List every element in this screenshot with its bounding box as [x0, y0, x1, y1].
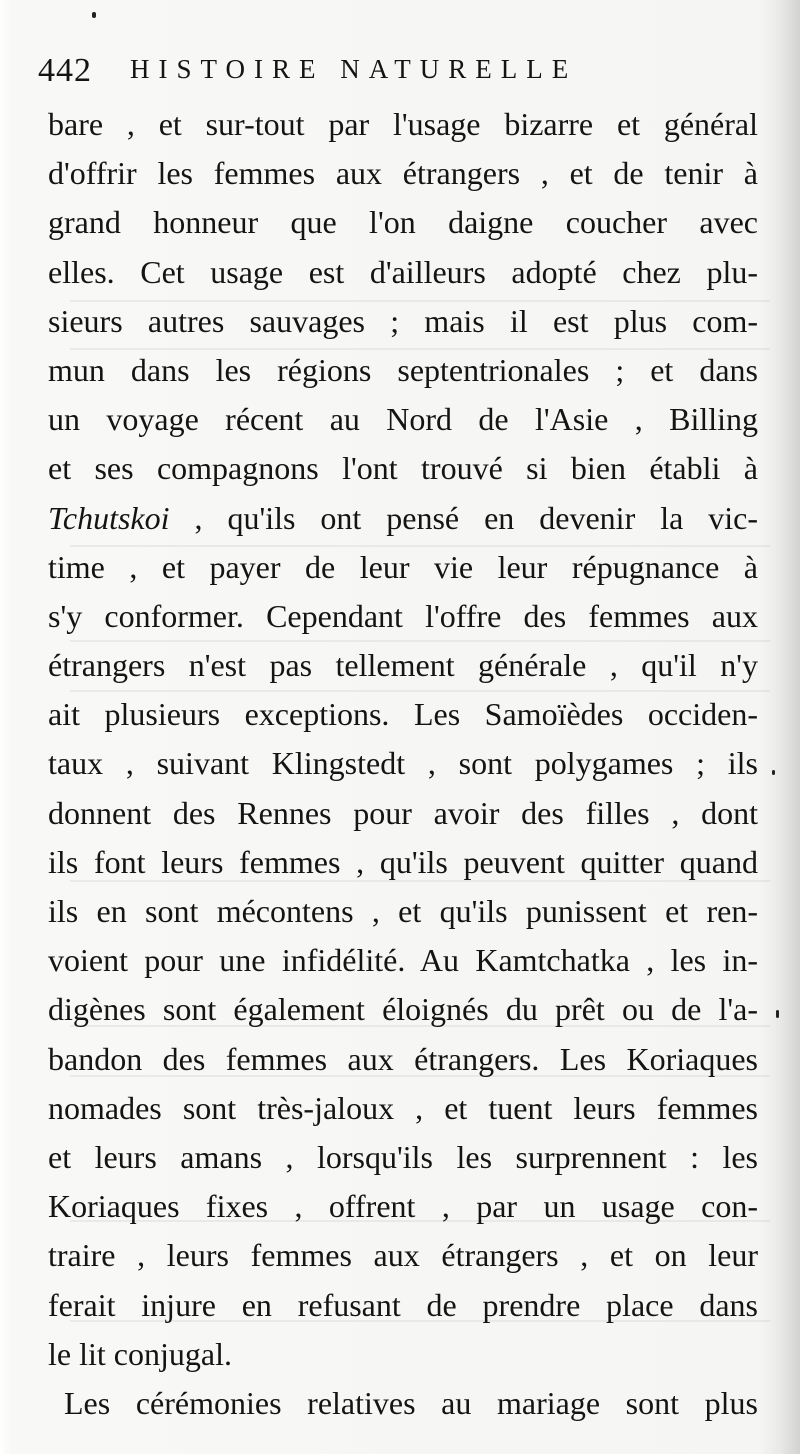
body-text [48, 100, 758, 1428]
text-line: ils font leurs femmes , qu'ils peuvent quitter quand [48, 843, 758, 880]
ink-speck [776, 1010, 779, 1018]
text-line: digènes sont également éloignés du prêt ou de l'a- [48, 991, 758, 1028]
text-line: Koriaques fixes , offrent , par un usage con- [48, 1188, 758, 1225]
text-line: elles. Cet usage est d'ailleurs adopté chez plu- [48, 253, 758, 290]
text-line: taux , suivant Klingstedt , sont polygames ; ils [48, 745, 758, 782]
page-number: 442 [38, 52, 92, 89]
text-line-with-italic: Tchutskoi , qu'ils ont pensé en devenir la vic- [48, 499, 758, 536]
text-line: time , et payer de leur vie leur répugnance à [48, 548, 758, 585]
text-line: mun dans les régions septentrionales ; et dans [48, 351, 758, 388]
running-head [38, 48, 758, 98]
running-title: HISTOIRE NATURELLE [130, 54, 578, 84]
text-line: ait plusieurs exceptions. Les Samoïèdes occiden- [48, 696, 758, 733]
text-line: d'offrir les femmes aux étrangers , et de tenir à [48, 155, 758, 192]
text-line: ferait injure en refusant de prendre place dans [48, 1286, 758, 1323]
text-line: bare , et sur-tout par l'usage bizarre et général [48, 106, 758, 142]
italic-place-name: Tchutskoi [48, 499, 170, 536]
text-line: un voyage récent au Nord de l'Asie , Billing [48, 401, 758, 438]
text-line: s'y conformer. Cependant l'offre des femmes aux [48, 597, 758, 634]
text-line: traire , leurs femmes aux étrangers , et on leur [48, 1237, 758, 1274]
paragraph-start-line: Les cérémonies relatives au mariage sont plus [64, 1384, 758, 1421]
text-line: ils en sont mécontens , et qu'ils punissent et ren- [48, 893, 758, 929]
ink-speck [92, 12, 96, 18]
text-line: sieurs autres sauvages ; mais il est plus com- [48, 302, 758, 339]
ink-speck [772, 770, 775, 775]
text-line: voient pour une infidélité. Au Kamtchatka , les in- [48, 942, 758, 979]
text-line: donnent des Rennes pour avoir des filles , dont [48, 794, 758, 831]
text-line: et leurs amans , lorsqu'ils les surprennent : les [48, 1138, 758, 1175]
text-line: et ses compagnons l'ont trouvé si bien établi à [48, 450, 758, 487]
text-line: étrangers n'est pas tellement générale , qu'il n'y [48, 647, 758, 684]
text-line: bandon des femmes aux étrangers. Les Koriaques [48, 1040, 758, 1077]
text-line: nomades sont très-jaloux , et tuent leurs femmes [48, 1089, 758, 1126]
text-line: grand honneur que l'on daigne coucher avec [48, 204, 758, 241]
paragraph-end-line: le lit conjugal. [48, 1335, 232, 1372]
